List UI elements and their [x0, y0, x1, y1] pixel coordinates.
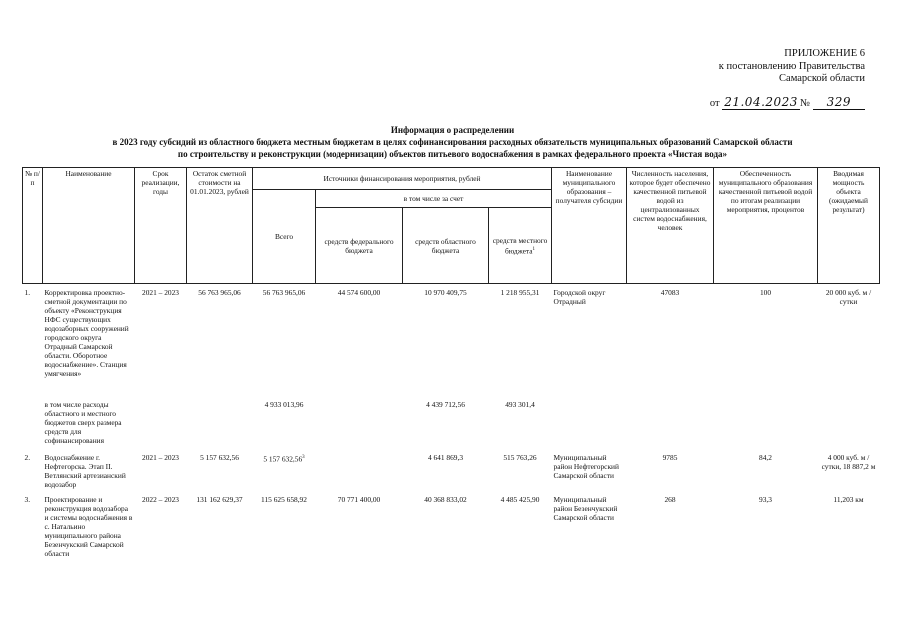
date-value: 21.04.2023 — [724, 94, 798, 109]
row-recipient: Городской округ Отрадный — [553, 288, 606, 306]
date-prefix: от — [709, 97, 720, 109]
row-period: 2022 – 2023 — [142, 494, 179, 504]
row-capacity: 11,203 км — [833, 494, 864, 504]
header-provision: Обеспеченность муниципального образования качественной питьевой водой по итогам реализации мероприятия, процентов — [714, 168, 818, 284]
row-provision: 100 — [759, 288, 772, 297]
title-line1: Информация о распределении — [390, 125, 515, 135]
title-line3: по строительству и реконструкции (модернизации) объектов питьевого водоснабжения в рамках федерального проекта «Чистая вода» — [177, 149, 728, 159]
row-num: 2. — [24, 452, 31, 462]
row-federal — [316, 399, 403, 452]
row-balance: 56 763 965,06 — [198, 288, 241, 297]
row-num — [23, 399, 43, 452]
header-recipient: Наименование муниципального образования – получателя субсидии — [552, 168, 627, 284]
row-period: 2021 – 2023 — [142, 452, 179, 462]
row-name: в том числе расходы областного и местного бюджетов сверх размера средств для софинансирования — [44, 399, 122, 445]
row-total: 4 933 013,96 — [264, 399, 304, 409]
row-provision: 84,2 — [759, 452, 772, 462]
row-population: 268 — [664, 494, 676, 504]
header-federal: средств федерального бюджета — [316, 208, 403, 284]
row-balance: 5 157 632,56 — [200, 452, 239, 462]
header-num: № п/п — [23, 168, 43, 284]
appendix-title: ПРИЛОЖЕНИЕ 6 — [784, 48, 865, 59]
row-balance: 131 162 629,37 — [196, 494, 243, 504]
row-local: 493 301,4 — [505, 399, 535, 409]
row-total-footnote: 3 — [302, 454, 305, 460]
appendix-line2: к постановлению Правительства — [718, 60, 865, 72]
title-line2: в 2023 году субсидий из областного бюджета местным бюджетам в целях софинансирования расходных обязательств муниципальных образований Самарской области — [112, 137, 793, 147]
header-period: Срок реализации, годы — [135, 168, 187, 284]
row-federal: 70 771 400,00 — [337, 494, 381, 504]
row-provision — [714, 399, 818, 452]
table-row — [23, 494, 880, 574]
table-row — [23, 399, 880, 452]
header-regional: средств областного бюджета — [403, 208, 489, 284]
row-num: 1. — [24, 288, 31, 297]
header-total: Всего — [253, 190, 316, 284]
row-population: 47083 — [660, 288, 680, 297]
header-local-footnote: 1 — [532, 246, 536, 252]
row-recipient: Муниципальный район Нефтегорский Самарской области — [553, 452, 619, 480]
header-sources: Источники финансирования мероприятия, рублей — [253, 168, 552, 190]
row-federal — [316, 452, 403, 494]
row-regional: 10 970 409,75 — [424, 288, 467, 297]
header-balance: Остаток сметной стоимости на 01.01.2023, рублей — [187, 168, 253, 284]
row-total: 56 763 965,06 — [262, 288, 306, 297]
appendix-date-line — [665, 96, 865, 111]
document-title — [0, 124, 905, 160]
row-total: 115 625 658,92 — [261, 494, 307, 504]
row-provision: 93,3 — [759, 494, 772, 504]
header-capacity: Вводимая мощность объекта (ожидаемый результат) — [818, 168, 880, 284]
row-num: 3. — [24, 494, 31, 504]
row-population — [627, 399, 714, 452]
row-capacity: 4 000 куб. м / сутки, 18 887,2 м — [821, 452, 876, 471]
header-local-label: средств местного бюджета — [492, 235, 548, 256]
row-capacity — [818, 399, 880, 452]
number-value: 329 — [813, 95, 865, 110]
row-population: 9785 — [662, 452, 678, 462]
row-local: 515 763,26 — [503, 452, 537, 462]
row-regional: 40 368 833,02 — [424, 494, 467, 504]
row-balance — [187, 399, 253, 452]
row-capacity: 20 000 куб. м / сутки — [825, 288, 872, 306]
row-recipient: Муниципальный район Безенчукский Самарской области — [553, 494, 618, 522]
row-name: Проектирование и реконструкция водозабора и системы водоснабжения в с. Натальино муниципального района Безенчукский Самарской области — [44, 494, 133, 558]
appendix-block — [665, 48, 865, 110]
row-regional: 4 439 712,56 — [426, 399, 465, 409]
header-population: Численность населения, которое будет обеспечено качественной питьевой водой из централизованных систем водоснабжения, человек — [627, 168, 714, 284]
appendix-line3: Самарской области — [779, 73, 865, 84]
row-period: 2021 – 2023 — [142, 288, 179, 297]
row-federal: 44 574 600,00 — [337, 288, 381, 297]
distribution-table — [22, 167, 880, 574]
table-row — [23, 284, 880, 399]
table-row — [23, 452, 880, 494]
row-total-value: 5 157 632,56 — [263, 453, 303, 463]
row-name: Водоснабжение г. Нефтегорска. Этап II. Ветлянский артезианский водозабор — [44, 452, 126, 489]
header-including: в том числе за счет — [316, 190, 552, 208]
row-period — [135, 399, 187, 452]
row-total — [253, 452, 316, 494]
row-name: Корректировка проектно-сметной документации по объекту «Реконструкция НФС существующих водозаборных сооружений городского округа Отрадный Самарской области. Оборотное водоснабжение». Станция умягчения» — [44, 288, 129, 378]
header-name: Наименование — [43, 168, 135, 284]
row-local: 1 218 955,31 — [500, 288, 540, 297]
number-prefix: № — [799, 97, 810, 109]
row-recipient — [552, 399, 627, 452]
row-local: 4 485 425,90 — [500, 494, 540, 504]
header-local — [489, 208, 552, 284]
row-regional: 4 641 869,3 — [427, 452, 464, 462]
